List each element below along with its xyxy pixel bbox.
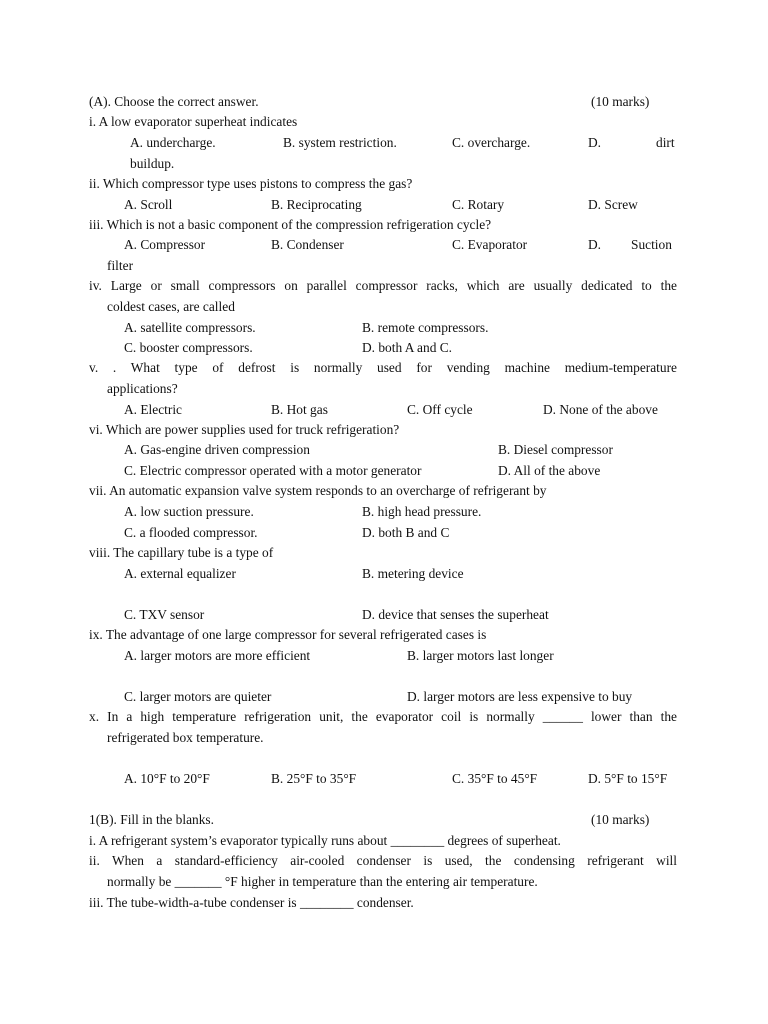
- question-stem: vi. Which are power supplies used for truck refrigeration?: [89, 422, 400, 437]
- question-stem-continued: coldest cases, are called: [107, 299, 235, 314]
- fill-blank-item: iii. The tube-width-a-tube condenser is ________ condenser.: [89, 895, 414, 910]
- answer-option: D. 5°F to 15°F: [588, 771, 668, 786]
- answer-option: C. overcharge.: [452, 135, 531, 150]
- question-stem: iii. Which is not a basic component of the compression refrigeration cycle?: [89, 217, 492, 232]
- answer-option: D.: [588, 237, 602, 252]
- answer-option: C. larger motors are quieter: [124, 689, 272, 704]
- answer-option: C. TXV sensor: [124, 607, 205, 622]
- fill-blank-item: i. A refrigerant system’s evaporator typically runs about ________ degrees of superheat.: [89, 833, 561, 848]
- question-stem: v. . What type of defrost is normally used for vending machine medium-temperature: [89, 360, 677, 375]
- answer-option: D. None of the above: [543, 402, 658, 417]
- answer-option: A. Electric: [124, 402, 182, 417]
- answer-option: B. Diesel compressor: [498, 442, 613, 457]
- answer-option: B. Reciprocating: [271, 197, 362, 212]
- answer-option: B. system restriction.: [283, 135, 397, 150]
- section-b-marks: (10 marks): [591, 812, 650, 827]
- answer-option: A. Compressor: [124, 237, 206, 252]
- question-stem: viii. The capillary tube is a type of: [89, 545, 274, 560]
- question-stem: iv. Large or small compressors on parallel compressor racks, which are usually dedicated to the: [89, 278, 677, 293]
- answer-option: A. Gas-engine driven compression: [124, 442, 310, 457]
- answer-option: B. Hot gas: [271, 402, 328, 417]
- answer-option: B. high head pressure.: [362, 504, 482, 519]
- answer-option: C. booster compressors.: [124, 340, 253, 355]
- answer-option: B. metering device: [362, 566, 464, 581]
- answer-option: Suction: [631, 237, 672, 252]
- fill-blank-item: ii. When a standard-efficiency air-cooled condenser is used, the condensing refrigerant will: [89, 853, 677, 868]
- answer-option: A. low suction pressure.: [124, 504, 254, 519]
- section-a-heading: (A). Choose the correct answer.: [89, 94, 259, 109]
- question-stem-continued: refrigerated box temperature.: [107, 730, 264, 745]
- answer-option: B. Condenser: [271, 237, 344, 252]
- answer-option: C. Off cycle: [407, 402, 473, 417]
- answer-option: D. both A and C.: [362, 340, 453, 355]
- answer-option: D. device that senses the superheat: [362, 607, 549, 622]
- section-b-heading: 1(B). Fill in the blanks.: [89, 812, 214, 827]
- question-stem: ii. Which compressor type uses pistons to compress the gas?: [89, 176, 413, 191]
- answer-option: D. Screw: [588, 197, 638, 212]
- answer-option: A. external equalizer: [124, 566, 236, 581]
- answer-option: B. larger motors last longer: [407, 648, 554, 663]
- answer-option: A. 10°F to 20°F: [124, 771, 210, 786]
- answer-option: D. larger motors are less expensive to buy: [407, 689, 633, 704]
- question-stem: vii. An automatic expansion valve system responds to an overcharge of refrigerant by: [89, 483, 547, 498]
- answer-option: C. Electric compressor operated with a motor generator: [124, 463, 422, 478]
- answer-option: dirt: [656, 135, 675, 150]
- answer-option-continued: buildup.: [130, 156, 175, 171]
- answer-option: A. satellite compressors.: [124, 320, 256, 335]
- answer-option: C. Evaporator: [452, 237, 528, 252]
- answer-option: C. Rotary: [452, 197, 505, 212]
- answer-option: C. a flooded compressor.: [124, 525, 258, 540]
- answer-option: D. All of the above: [498, 463, 601, 478]
- fill-blank-item-continued: normally be _______ °F higher in temperature than the entering air temperature.: [107, 874, 538, 889]
- answer-option: B. remote compressors.: [362, 320, 489, 335]
- answer-option-continued: filter: [107, 258, 134, 273]
- question-stem-continued: applications?: [107, 381, 178, 396]
- answer-option: A. undercharge.: [130, 135, 216, 150]
- question-stem: x. In a high temperature refrigeration unit, the evaporator coil is normally ______ lower than the: [89, 709, 677, 724]
- question-stem: i. A low evaporator superheat indicates: [89, 114, 298, 129]
- answer-option: A. Scroll: [124, 197, 173, 212]
- answer-option: D. both B and C: [362, 525, 450, 540]
- answer-option: D.: [588, 135, 602, 150]
- answer-option: A. larger motors are more efficient: [124, 648, 311, 663]
- question-stem: ix. The advantage of one large compressor for several refrigerated cases is: [89, 627, 487, 642]
- section-a-marks: (10 marks): [591, 94, 650, 109]
- answer-option: C. 35°F to 45°F: [452, 771, 538, 786]
- answer-option: B. 25°F to 35°F: [271, 771, 357, 786]
